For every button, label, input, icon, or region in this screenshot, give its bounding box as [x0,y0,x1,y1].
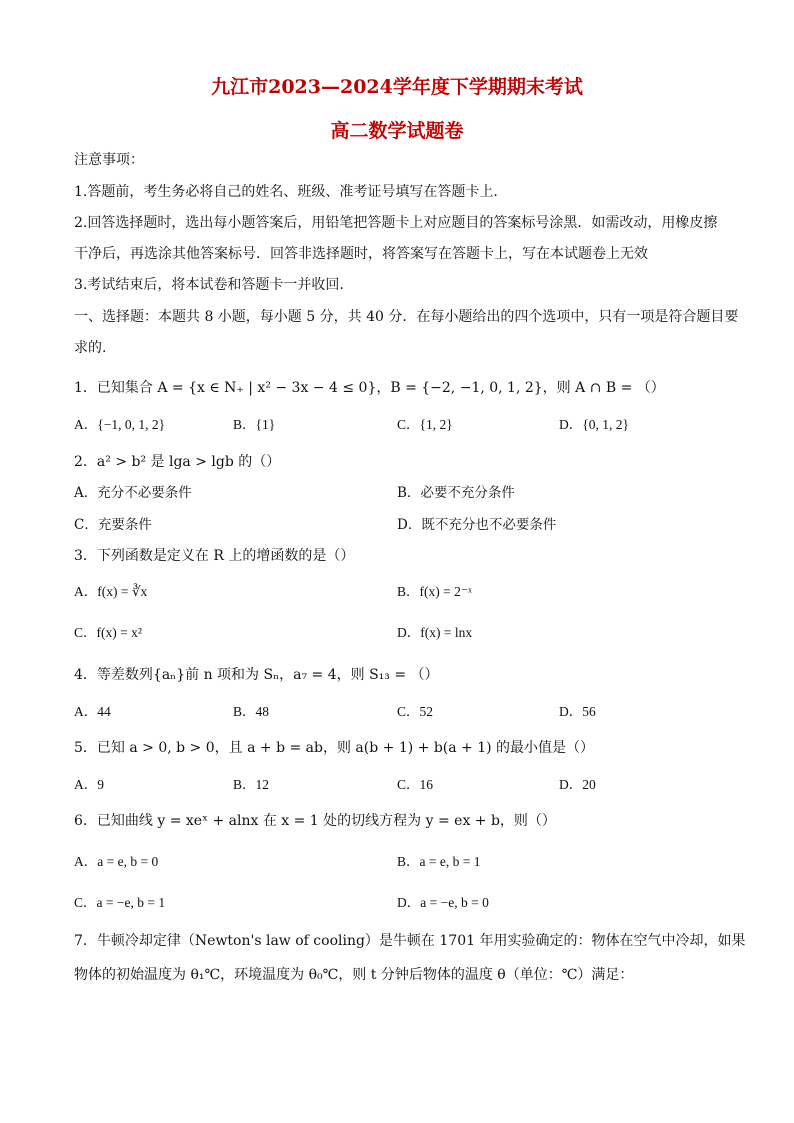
q4-option-a: A．44 [74,704,111,719]
q4-option-c: C．52 [397,704,434,719]
q1-option-d: D．{0, 1, 2} [559,417,629,432]
q3-option-d: D．f(x) = lnx [397,625,473,640]
q4-option-b: B．48 [233,704,270,719]
note-1: 1.答题前，考生务必将自己的姓名、班级、准考证号填写在答题卡上. [74,184,498,200]
q2-stem: 2．a² > b² 是 lga > lgb 的（） [74,454,281,470]
q6-option-c: C．a = −e, b = 1 [74,895,166,910]
notes-heading: 注意事项： [74,152,144,168]
q7-line-2: 物体的初始温度为 θ₁℃，环境温度为 θ₀℃，则 t 分钟后物体的温度 θ（单位：℃）满足： [74,967,634,983]
q1-option-a: A．{−1, 0, 1, 2} [74,417,166,432]
note-2-line-1: 2.回答选择题时，选出每小题答案后，用铅笔把答题卡上对应题目的答案标号涂黑．如需改动，用橡皮擦 [74,215,718,231]
note-2-line-2: 干净后，再选涂其他答案标号．回答非选择题时，将答案写在答题卡上，写在本试题卷上无效 [74,246,648,262]
q3-option-a: A．f(x) = ∛x [74,584,148,599]
q2-option-d: D．既不充分也不必要条件 [397,517,557,533]
q2-option-b: B．必要不充分条件 [397,485,515,501]
q4-stem: 4．等差数列{aₙ}前 n 项和为 Sₙ，a₇ = 4，则 S₁₃ = （） [74,667,439,683]
q5-option-a: A．9 [74,777,104,792]
q2-option-c: C．充要条件 [74,517,152,533]
q6-stem: 6．已知曲线 y = xeˣ + alnx 在 x = 1 处的切线方程为 y = ex + b，则（） [74,813,556,829]
section-1-line-1: 一、选择题：本题共 8 小题，每小题 5 分，共 40 分．在每小题给出的四个选项中，只有一项是符合题目要 [74,309,739,325]
q3-option-b: B．f(x) = 2⁻ˣ [397,584,472,599]
q7-line-1: 7．牛顿冷却定律（Newton's law of cooling）是牛顿在 1701 年用实验确定的：物体在空气中冷却，如果 [74,933,746,949]
q3-stem: 3．下列函数是定义在 R 上的增函数的是（） [74,548,355,564]
q6-option-d: D．a = −e, b = 0 [397,895,489,910]
q3-option-c: C．f(x) = x² [74,625,142,640]
q4-option-d: D．56 [559,704,596,719]
q2-option-a: A．充分不必要条件 [74,485,192,501]
q1-option-c: C．{1, 2} [397,417,453,432]
q6-option-a: A．a = e, b = 0 [74,854,159,869]
q5-option-d: D．20 [559,777,596,792]
q5-stem: 5．已知 a > 0, b > 0，且 a + b = ab，则 a(b + 1) + b(a + 1) 的最小值是（） [74,740,595,756]
q5-option-b: B．12 [233,777,270,792]
exam-title: 九江市2023—2024学年度下学期期末考试 [211,76,583,98]
q5-option-c: C．16 [397,777,434,792]
section-1-line-2: 求的. [74,340,107,356]
q1-option-b: B．{1} [233,417,276,432]
q1-stem: 1．已知集合 A = {x ∈ N₊ | x² − 3x − 4 ≤ 0}，B = {−2, −1, 0, 1, 2}，则 A ∩ B = （） [74,380,665,396]
exam-subtitle: 高二数学试题卷 [330,120,464,142]
q6-option-b: B．a = e, b = 1 [397,854,481,869]
note-3: 3.考试结束后，将本试卷和答题卡一并收回. [74,277,344,293]
